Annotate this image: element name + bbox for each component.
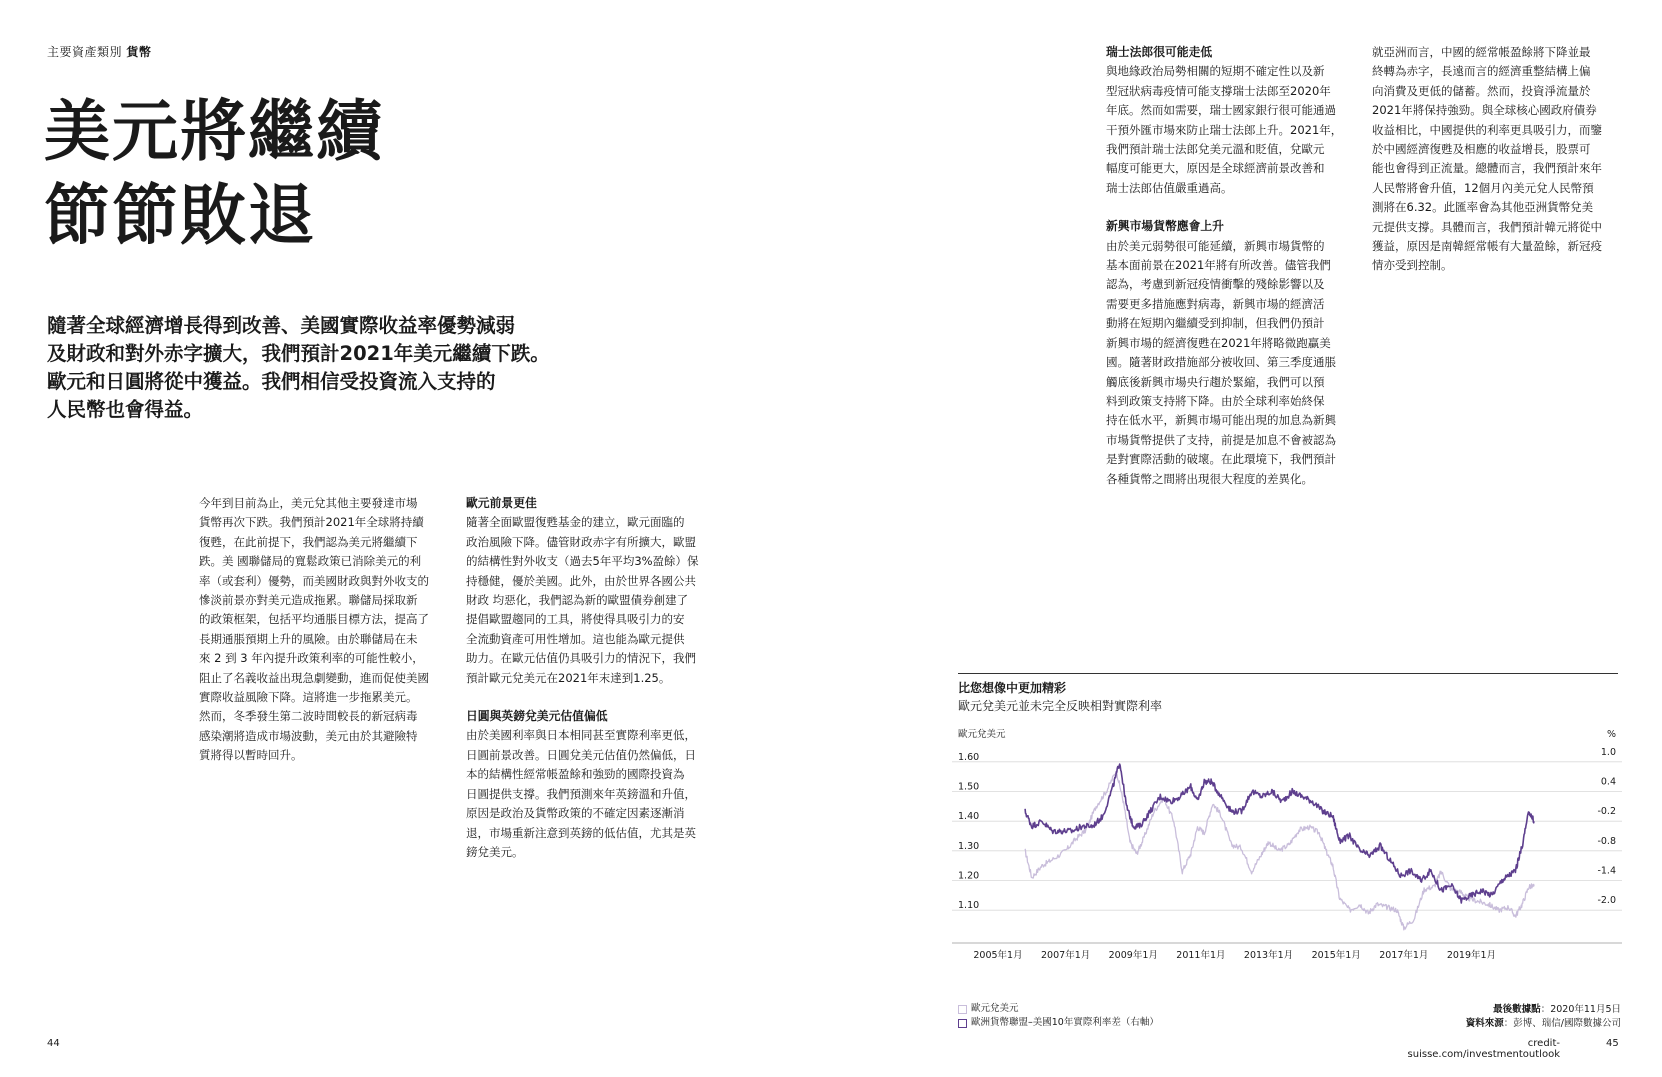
column-lines — [199, 494, 435, 766]
y-tick-left: 1.60 — [958, 751, 980, 763]
page-number-left: 44 — [47, 1038, 60, 1049]
text-line: 隨著全面歐盟復甦基金的建立，歐元面臨的 — [466, 515, 685, 530]
y-tick-left: 1.10 — [958, 900, 980, 912]
x-tick-label: 2017年1月 — [1379, 950, 1429, 961]
y-axis-label-left: 歐元兌美元 — [958, 729, 1006, 740]
text-line: 退，市場重新注意到英鎊的低估值，尤其是英 — [466, 825, 696, 840]
lead-paragraph — [47, 312, 577, 424]
text-line: 原因是政治及貨幣政策的不確定因素逐漸消 — [466, 806, 685, 821]
text-line: 我們預計瑞士法郎兌美元溫和貶值，兌歐元 — [1106, 142, 1325, 157]
y-tick-right: -1.4 — [1597, 865, 1616, 877]
body-column-right-1 — [1106, 43, 1358, 489]
data-source: 資料來源：彭博、瑞信/國際數據公司 — [1465, 1018, 1621, 1029]
text-line: 2021年將保持強勁。與全球核心國政府債券 — [1372, 103, 1597, 118]
text-line: 跌。美 國聯儲局的寬鬆政策已消除美元的利 — [199, 554, 422, 569]
text-line: 型冠狀病毒疫情可能支撐瑞士法郎至2020年 — [1106, 83, 1331, 98]
chart-meta — [1336, 1003, 1621, 1031]
text-line: 終轉為赤字，長遠而言的經濟重整結構上偏 — [1372, 64, 1591, 79]
text-line: 收益相比，中國提供的利率更具吸引力，而鑒 — [1372, 122, 1602, 137]
x-tick-label: 2009年1月 — [1108, 950, 1158, 961]
text-line: 今年到目前為止，美元兌其他主要發達市場 — [199, 496, 418, 510]
text-line: 新興市場的經濟復甦在2021年將略微跑贏美 — [1106, 335, 1331, 350]
page-number-right: 45 — [1606, 1038, 1619, 1049]
text-line: 觸底後新興市場央行趨於緊縮，我們可以預 — [1106, 374, 1325, 389]
y-tick-right: -0.2 — [1597, 806, 1616, 818]
y-tick-left: 1.50 — [958, 781, 980, 793]
subheading-yen-gbp: 日圓與英鎊兌美元估值偏低 — [466, 709, 608, 724]
text-line: 需要更多措施應對病毒，新興市場的經濟活 — [1106, 296, 1325, 311]
lead-line-4: 人民幣也會得益。 — [47, 398, 204, 421]
section-prefix: 主要資產類別 — [47, 45, 123, 59]
column-lines — [466, 513, 710, 688]
text-line: 於中國經濟復甦及相應的收益增長，股票可 — [1372, 142, 1591, 157]
text-line: 動將在短期內繼續受到抑制，但我們仍預計 — [1106, 316, 1325, 331]
body-column-middle — [466, 494, 710, 862]
text-line: 就亞洲而言，中國的經常帳盈餘將下降並最 — [1372, 45, 1591, 59]
line-chart — [952, 725, 1622, 995]
section-label — [47, 43, 151, 60]
y-tick-right: 0.4 — [1600, 776, 1616, 788]
text-line: 獲益，原因是南韓經常帳有大量盈餘，新冠疫 — [1372, 239, 1602, 254]
text-line: 持穩健，優於美國。此外，由於世界各國公共 — [466, 573, 696, 588]
text-line: 元提供支撐。具體而言，我們預計韓元將從中 — [1372, 219, 1602, 234]
lead-line-1: 隨著全球經濟增長得到改善、美國實際收益率優勢減弱 — [47, 314, 516, 337]
text-line: 能也會得到正流量。總體而言，我們預計來年 — [1372, 161, 1602, 176]
text-line: 全流動資產可用性增加。這也能為歐元提供 — [466, 631, 685, 646]
text-line: 向消費及更低的儲蓄。然而，投資淨流量於 — [1372, 83, 1591, 98]
text-line: 幅度可能更大，原因是全球經濟前景改善和 — [1106, 161, 1325, 176]
y-tick-right: -2.0 — [1597, 895, 1616, 907]
column-lines — [466, 726, 710, 862]
text-line: 各種貨幣之間將出現很大程度的差異化。 — [1106, 471, 1313, 486]
text-line: 認為，考慮到新冠疫情衝擊的殘餘影響以及 — [1106, 277, 1325, 292]
chart-top-rule — [958, 673, 1618, 674]
text-line: 的政策框架，包括平均通脹目標方法，提高了 — [199, 612, 429, 627]
text-line: 來 2 到 3 年內提升政策利率的可能性較小， — [199, 651, 424, 666]
legend-item — [958, 1016, 1159, 1030]
x-tick-label: 2005年1月 — [973, 950, 1023, 961]
y-axis-label-right: % — [1606, 729, 1616, 740]
text-line: 國。隨著財政措施部分被收回、第三季度通脹 — [1106, 355, 1336, 370]
x-tick-label: 2019年1月 — [1446, 950, 1497, 961]
text-line: 助力。在歐元估值仍具吸引力的情況下，我們 — [466, 651, 696, 666]
last-data-point: 最後數據點：2020年11月5日 — [1493, 1004, 1621, 1015]
x-tick-label: 2007年1月 — [1041, 950, 1091, 961]
text-line: 年底。然而如需要，瑞士國家銀行很可能通過 — [1106, 103, 1336, 118]
chart-title: 比您想像中更加精彩 — [958, 681, 1067, 695]
text-line: 復甦，在此前提下，我們認為美元將繼續下 — [199, 534, 418, 549]
text-line: 日圓前景改善。日圓兌美元估值仍然偏低，日 — [466, 747, 696, 762]
y-tick-left: 1.20 — [958, 870, 980, 882]
x-tick-label: 2015年1月 — [1311, 950, 1361, 961]
text-line: 干預外匯市場來防止瑞士法郎上升。2021年， — [1106, 122, 1343, 137]
title-line-2: 節節敗退 — [44, 177, 316, 254]
text-line: 政治風險下降。儘管財政赤字有所擴大，歐盟 — [466, 534, 696, 549]
legend-swatch — [958, 1019, 967, 1028]
text-line: 然而，冬季發生第二波時間較長的新冠病毒 — [199, 709, 418, 724]
text-line: 財政 均惡化，我們認為新的歐盟債券創建了 — [466, 593, 689, 608]
subheading-chf: 瑞士法郎很可能走低 — [1106, 45, 1213, 59]
column-lines — [1372, 43, 1622, 276]
text-line: 是對實際活動的破壞。在此環境下，我們預計 — [1106, 452, 1336, 467]
text-line: 基本面前景在2021年將有所改善。儘管我們 — [1106, 258, 1331, 273]
text-line: 預計歐元兌美元在2021年末達到1.25。 — [466, 670, 671, 685]
text-line: 本的結構性經常帳盈餘和強勁的國際投資為 — [466, 767, 685, 782]
series-line-2 — [1025, 764, 1534, 903]
text-line: 率（或套利）優勢，而美國財政與對外收支的 — [199, 573, 429, 588]
text-line: 實際收益風險下降。這將進一步拖累美元。 — [199, 690, 418, 705]
text-line: 市場貨幣提供了支持，前提是加息不會被認為 — [1106, 432, 1336, 447]
legend-label: 歐洲貨幣聯盟–美國10年實際利率差（右軸） — [971, 1017, 1159, 1028]
text-line: 由於美元弱勢很可能延續，新興市場貨幣的 — [1106, 238, 1325, 253]
y-tick-right: -0.8 — [1597, 835, 1616, 847]
legend-label: 歐元兌美元 — [971, 1003, 1019, 1014]
y-tick-right: 1.0 — [1600, 746, 1616, 758]
lead-line-2: 及財政和對外赤字擴大，我們預計2021年美元繼續下跌。 — [47, 342, 550, 365]
subheading-em: 新興市場貨幣應會上升 — [1106, 219, 1224, 234]
text-line: 持在低水平，新興市場可能出現的加息為新興 — [1106, 413, 1336, 428]
subheading-euro: 歐元前景更佳 — [466, 496, 537, 510]
text-line: 阻止了名義收益出現急劇變動，進而促使美國 — [199, 670, 429, 685]
footer-url[interactable]: credit-suisse.com/investmentoutlook — [1407, 1038, 1560, 1060]
y-tick-left: 1.40 — [958, 811, 980, 823]
section-name: 貨幣 — [126, 45, 152, 59]
text-line: 人民幣將會升值，12個月內美元兌人民幣預 — [1372, 180, 1594, 195]
column-lines — [1106, 62, 1358, 198]
column-lines — [1106, 237, 1358, 489]
text-line: 長期通脹預期上升的風險。由於聯儲局在未 — [199, 631, 418, 646]
chart-legend — [958, 1002, 1159, 1030]
text-line: 質將得以暫時回升。 — [199, 748, 303, 763]
text-line: 測將在6.32。此匯率會為其他亞洲貨幣兌美 — [1372, 200, 1594, 215]
y-tick-left: 1.30 — [958, 840, 980, 852]
text-line: 日圓提供支撐。我們預測來年英鎊溫和升值， — [466, 786, 696, 801]
text-line: 由於美國利率與日本相同甚至實際利率更低， — [466, 728, 696, 743]
text-line: 與地緣政治局勢相關的短期不確定性以及新 — [1106, 64, 1325, 79]
text-line: 貨幣再次下跌。我們預計2021年全球將持續 — [199, 515, 424, 530]
legend-swatch — [958, 1005, 967, 1014]
text-line: 的結構性對外收支（過去5年平均3%盈餘）保 — [466, 554, 699, 569]
text-line: 提倡歐盟趨同的工具，將使得具吸引力的安 — [466, 612, 685, 627]
text-line: 瑞士法郎估值嚴重過高。 — [1106, 180, 1233, 195]
x-tick-label: 2011年1月 — [1176, 950, 1226, 961]
x-tick-label: 2013年1月 — [1243, 950, 1294, 961]
text-line: 料到政策支持將下降。由於全球利率始終保 — [1106, 393, 1325, 408]
body-column-right-2 — [1372, 43, 1622, 276]
legend-item — [958, 1002, 1159, 1016]
text-line: 情亦受到控制。 — [1372, 258, 1453, 273]
text-line: 感染潮將造成市場波動，美元由於其避險特 — [199, 728, 418, 743]
lead-line-3: 歐元和日圓將從中獲益。我們相信受投資流入支持的 — [47, 370, 496, 393]
body-column-left — [199, 494, 435, 766]
chart-subtitle: 歐元兌美元並未完全反映相對實際利率 — [958, 699, 1163, 713]
page-title — [44, 90, 464, 258]
title-line-1: 美元將繼續 — [44, 93, 384, 170]
text-line: 慘淡前景亦對美元造成拖累。聯儲局採取新 — [199, 593, 418, 608]
text-line: 鎊兌美元。 — [466, 844, 524, 859]
